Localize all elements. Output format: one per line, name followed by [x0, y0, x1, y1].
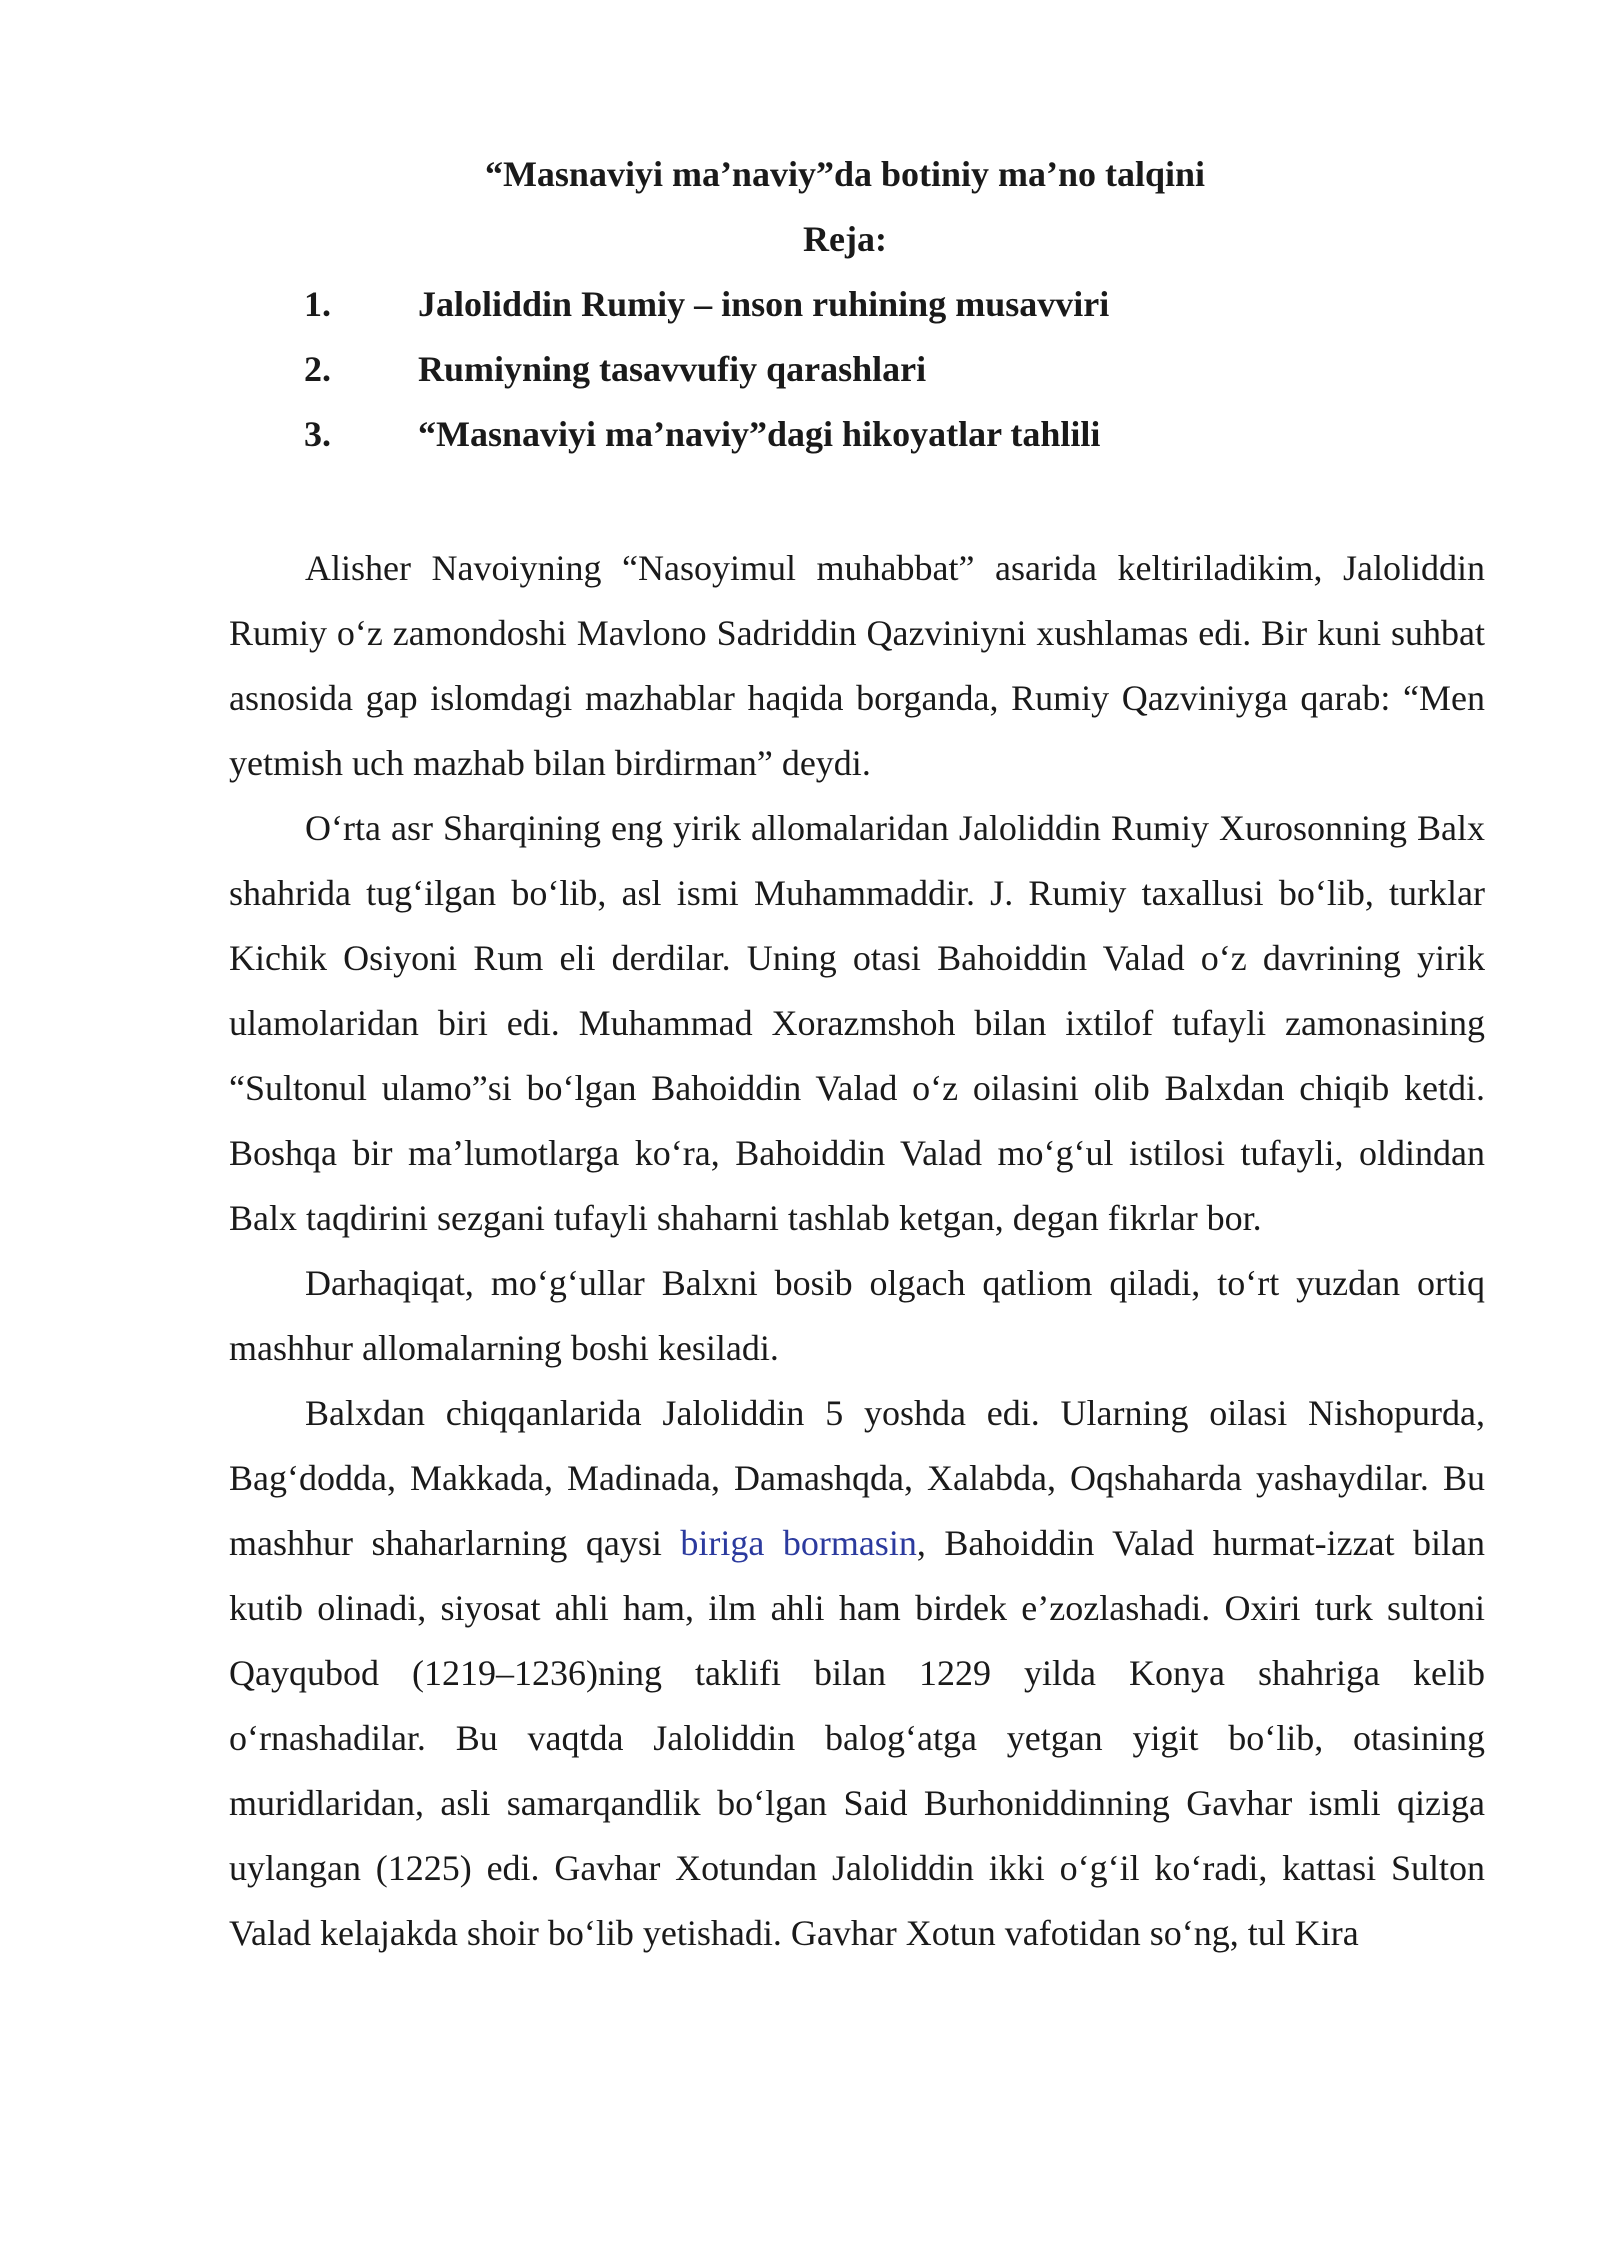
plan-item-text: Rumiyning tasavvufiy qarashlari [418, 349, 927, 389]
paragraph: Oʻrta asr Sharqining eng yirik allomalaridan Jaloliddin Rumiy Xurosonning Balx shahrida tugʻilgan boʻlib, asl ismi Muhammaddir. J. Rumiy taxallusi boʻlib, turklar Kichik Osiyoni Rum eli derdilar. Uning otasi Bahoiddin Valad oʻz davrining yirik ulamolaridan biri edi. Muhammad Xorazmshoh bilan ixtilof tufayli zamonasining “Sultonul ulamo”si boʻlgan Bahoiddin Valad oʻz oilasini olib Balxdan chiqib ketdi. Boshqa bir maʼlumotlarga koʻra, Bahoiddin Valad moʻgʻul istilosi tufayli, oldindan Balx taqdirini sezgani tufayli shaharni tashlab ketgan, degan fikrlar bor. [229, 808, 1485, 1238]
hyperlink[interactable]: biriga bormasin [680, 1523, 917, 1563]
body-text [229, 536, 1485, 1966]
plan-list [0, 280, 1600, 475]
paragraph [229, 1381, 1485, 1966]
paragraph: Darhaqiqat, moʻgʻullar Balxni bosib olgach qatliom qiladi, toʻrt yuzdan ortiq mashhur allomalarning boshi kesiladi. [229, 1263, 1485, 1368]
plan-item [0, 410, 1600, 475]
plan-item [0, 345, 1600, 410]
paragraph: Alisher Navoiyning “Nasoyimul muhabbat” asarida keltiriladikim, Jaloliddin Rumiy oʻz zamondoshi Mavlono Sadriddin Qazviniyni xushlamas edi. Bir kuni suhbat asnosida gap islomdagi mazhablar haqida borganda, Rumiy Qazviniyga qarab: “Men yetmish uch mazhab bilan birdirman” deydi. [229, 548, 1485, 783]
plan-item-number: 1. [304, 284, 331, 324]
paragraph-text: , Bahoiddin Valad hurmat-izzat bilan kutib olinadi, siyosat ahli ham, ilm ahli ham birdek e’zozlashadi. Oxiri turk sultoni Qayqubod (1219–1236)ning taklifi bilan 1229 yilda Konya shahriga kelib oʻrnashadilar. Bu vaqtda Jaloliddin balogʻatga yetgan yigit boʻlib, otasining muridlaridan, asli samarqandlik boʻlgan Said Burhoniddinning Gavhar ismli qiziga uylangan (1225) edi. Gavhar Xotundan Jaloliddin ikki oʻgʻil koʻradi, kattasi Sulton Valad kelajakda shoir boʻlib yetishadi. Gavhar Xotun vafotidan soʻng, tul Kira [229, 1523, 1485, 1953]
plan-item-number: 2. [304, 349, 331, 389]
plan-item-text: Jaloliddin Rumiy – inson ruhining musavviri [418, 284, 1110, 324]
document-title: “Masnaviyi ma’naviy”da botiniy ma’no talqini [484, 154, 1206, 194]
plan-item-number: 3. [304, 414, 331, 454]
paragraph-text: Balxdan chiqqanlarida Jaloliddin 5 yoshda edi. Ularning oilasi Nishopurda, Bagʻdodda, Makkada, Madinada, Damashqda, Xalabda, Oqshaharda yashaydilar. Bu mashhur shaharlarning qaysi [229, 1393, 1485, 1563]
plan-heading: Reja: [803, 219, 887, 259]
plan-item [0, 280, 1600, 345]
plan-item-text: “Masnaviyi ma’naviy”dagi hikoyatlar tahlili [418, 414, 1101, 454]
